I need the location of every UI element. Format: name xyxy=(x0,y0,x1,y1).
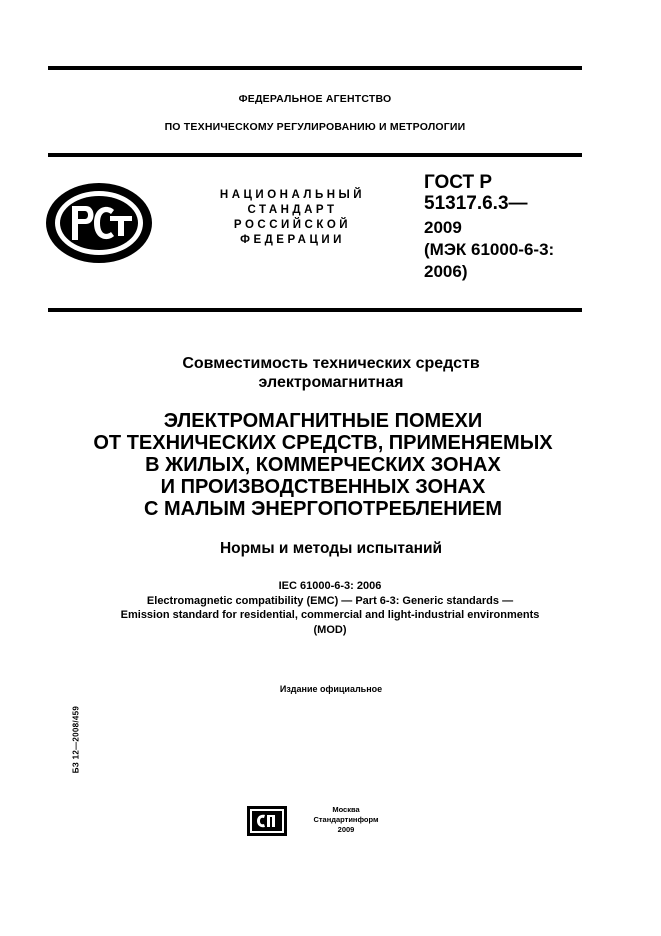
norms-subtitle: Нормы и методы испытаний xyxy=(219,540,443,557)
lower-rule xyxy=(48,308,582,312)
main-title-line: С МАЛЫМ ЭНЕРГОПОТРЕБЛЕНИЕМ xyxy=(143,498,503,520)
national-line: РОССИЙСКОЙ xyxy=(233,219,352,231)
english-line: IEC 61000-6-3: 2006 xyxy=(278,580,382,592)
publisher-logo-icon xyxy=(247,806,287,836)
top-rule xyxy=(48,66,582,70)
national-line: СТАНДАРТ xyxy=(247,204,338,216)
iec-ref-line-2: 2006) xyxy=(424,262,468,281)
main-title xyxy=(40,410,606,520)
main-title-line: ОТ ТЕХНИЧЕСКИХ СРЕДСТВ, ПРИМЕНЯЕМЫХ xyxy=(93,432,553,454)
gost-designation xyxy=(424,172,584,282)
agency-line-2: ПО ТЕХНИЧЕСКОМУ РЕГУЛИРОВАНИЮ И МЕТРОЛОГИИ xyxy=(164,121,466,133)
publisher-year: 2009 xyxy=(337,825,355,834)
main-title-line: ЭЛЕКТРОМАГНИТНЫЕ ПОМЕХИ xyxy=(163,410,483,432)
english-line: (MOD) xyxy=(313,623,347,636)
english-title xyxy=(40,579,620,637)
main-title-line: В ЖИЛЫХ, КОММЕРЧЕСКИХ ЗОНАХ xyxy=(145,454,501,476)
gost-logo-icon xyxy=(44,180,154,266)
national-standard-label xyxy=(205,188,380,248)
national-line: ФЕДЕРАЦИИ xyxy=(240,234,345,246)
english-line: Electromagnetic compatibility (EMC) — Part 6-3: Generic standards — xyxy=(146,594,514,607)
gost-number: 51317.6.3— xyxy=(424,193,528,214)
publisher-city: Москва xyxy=(332,805,360,814)
gost-year: 2009 xyxy=(424,218,462,237)
gost-label: ГОСТ Р xyxy=(424,172,493,193)
national-line: НАЦИОНАЛЬНЫЙ xyxy=(219,189,366,201)
publisher-name: Стандартинформ xyxy=(313,815,379,824)
edition-label: Издание официальное xyxy=(279,684,383,694)
publisher-info xyxy=(296,805,396,835)
subtitle-line: электромагнитная xyxy=(258,374,404,391)
subtitle xyxy=(48,354,614,392)
main-title-line: И ПРОИЗВОДСТВЕННЫХ ЗОНАХ xyxy=(160,476,486,498)
upper-rule xyxy=(48,153,582,157)
english-line: Emission standard for residential, commercial and light-industrial environments xyxy=(120,609,540,621)
iec-ref-line-1: (МЭК 61000-6-3: xyxy=(424,240,555,259)
subtitle-line: Совместимость технических средств xyxy=(182,355,480,372)
agency-line-1: ФЕДЕРАЛЬНОЕ АГЕНТСТВО xyxy=(238,93,392,105)
side-code: БЗ 12—2008/459 xyxy=(71,705,81,774)
